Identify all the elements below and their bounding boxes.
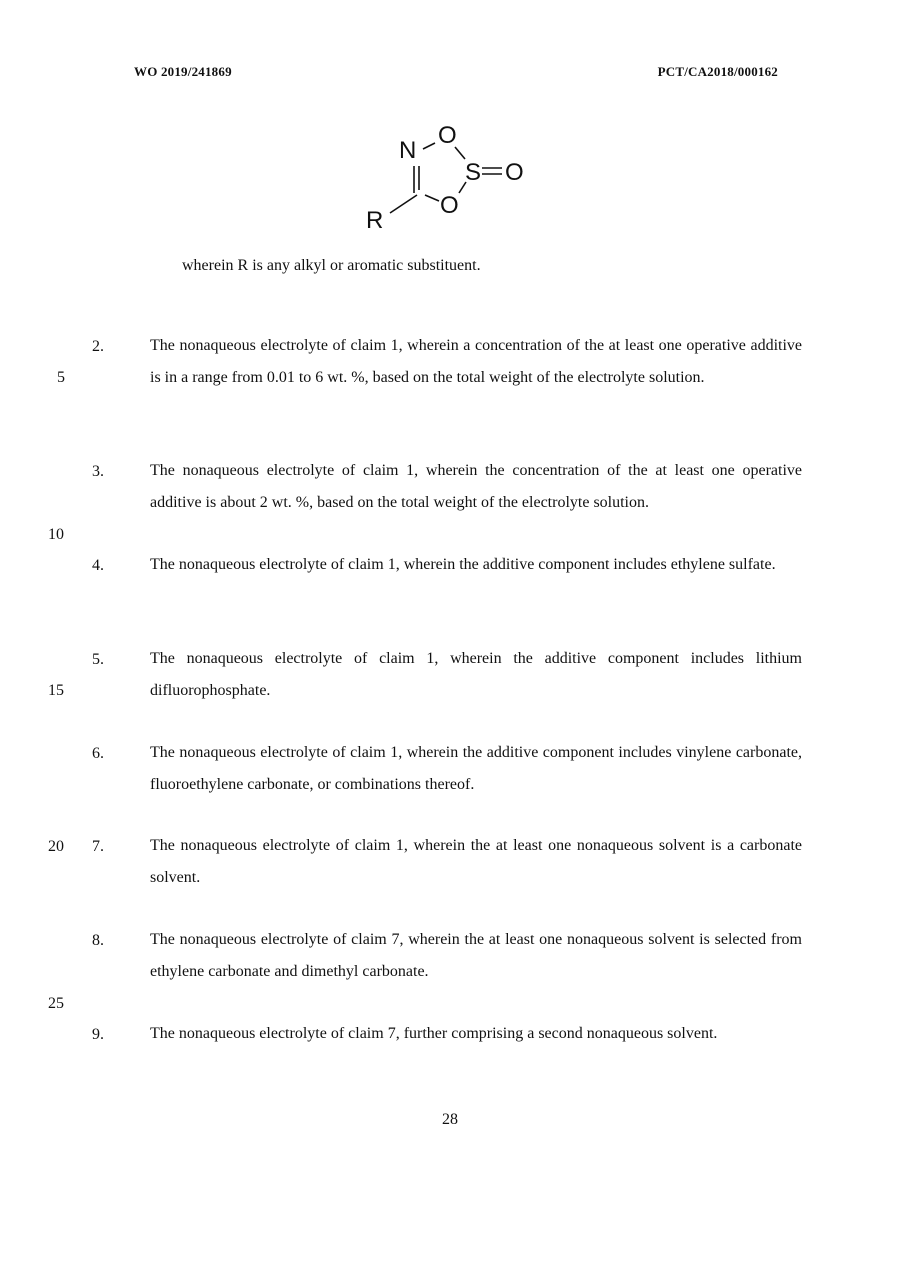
atom-n: N (399, 137, 417, 164)
claim-text: The nonaqueous electrolyte of claim 1, wherein the additive component includes lithium difluorophosphate. (150, 650, 802, 699)
claim-text: The nonaqueous electrolyte of claim 1, wherein the additive component includes vinylene carbonate, fluoroethylene carbonate, or combinations thereof. (150, 744, 802, 793)
claim-text: The nonaqueous electrolyte of claim 7, further comprising a second nonaqueous solvent. (150, 1025, 718, 1042)
claim-number: 6. (92, 745, 104, 762)
claim-text: The nonaqueous electrolyte of claim 1, wherein a concentration of the at least one operative additive is in a range from 0.01 to 6 wt. %, based on the total weight of the electrolyte solution. (150, 337, 802, 386)
claim-number: 7. (92, 838, 104, 855)
margin-line-number: 20 (48, 838, 64, 855)
claim-text: The nonaqueous electrolyte of claim 1, wherein the at least one nonaqueous solvent is a carbonate solvent. (150, 837, 802, 886)
margin-line-number: 5 (57, 369, 65, 386)
document-number: WO 2019/241869 (134, 64, 232, 79)
page-number: 28 (442, 1111, 458, 1128)
atom-r: R (366, 207, 384, 234)
claim-text: The nonaqueous electrolyte of claim 7, wherein the at least one nonaqueous solvent is selected from ethylene carbonate and dimethyl carbonate. (150, 931, 802, 980)
margin-line-number: 25 (48, 995, 64, 1012)
claim-number: 2. (92, 338, 104, 355)
substituent-definition: wherein R is any alkyl or aromatic substituent. (182, 257, 481, 274)
atom-o-exo: O (505, 159, 524, 186)
margin-line-number: 15 (48, 682, 64, 699)
claim-number: 5. (92, 651, 104, 668)
claim-text: The nonaqueous electrolyte of claim 1, wherein the additive component includes ethylene sulfate. (150, 556, 776, 573)
atom-o-top: O (438, 122, 457, 149)
claim-text: The nonaqueous electrolyte of claim 1, wherein the concentration of the at least one operative additive is about 2 wt. %, based on the total weight of the electrolyte solution. (150, 462, 802, 511)
application-number: PCT/CA2018/000162 (657, 64, 778, 79)
bond-c-r (390, 195, 417, 213)
atom-o-bottom: O (440, 192, 459, 219)
claim-number: 8. (92, 932, 104, 949)
claim-number: 9. (92, 1026, 104, 1043)
claim-number: 4. (92, 557, 104, 574)
claim-number: 3. (92, 463, 104, 480)
chemical-structure (355, 118, 545, 238)
bond-o-c (425, 195, 439, 201)
margin-line-number: 10 (48, 526, 64, 543)
atom-s: S (465, 159, 482, 186)
bond-n-o (423, 143, 435, 149)
